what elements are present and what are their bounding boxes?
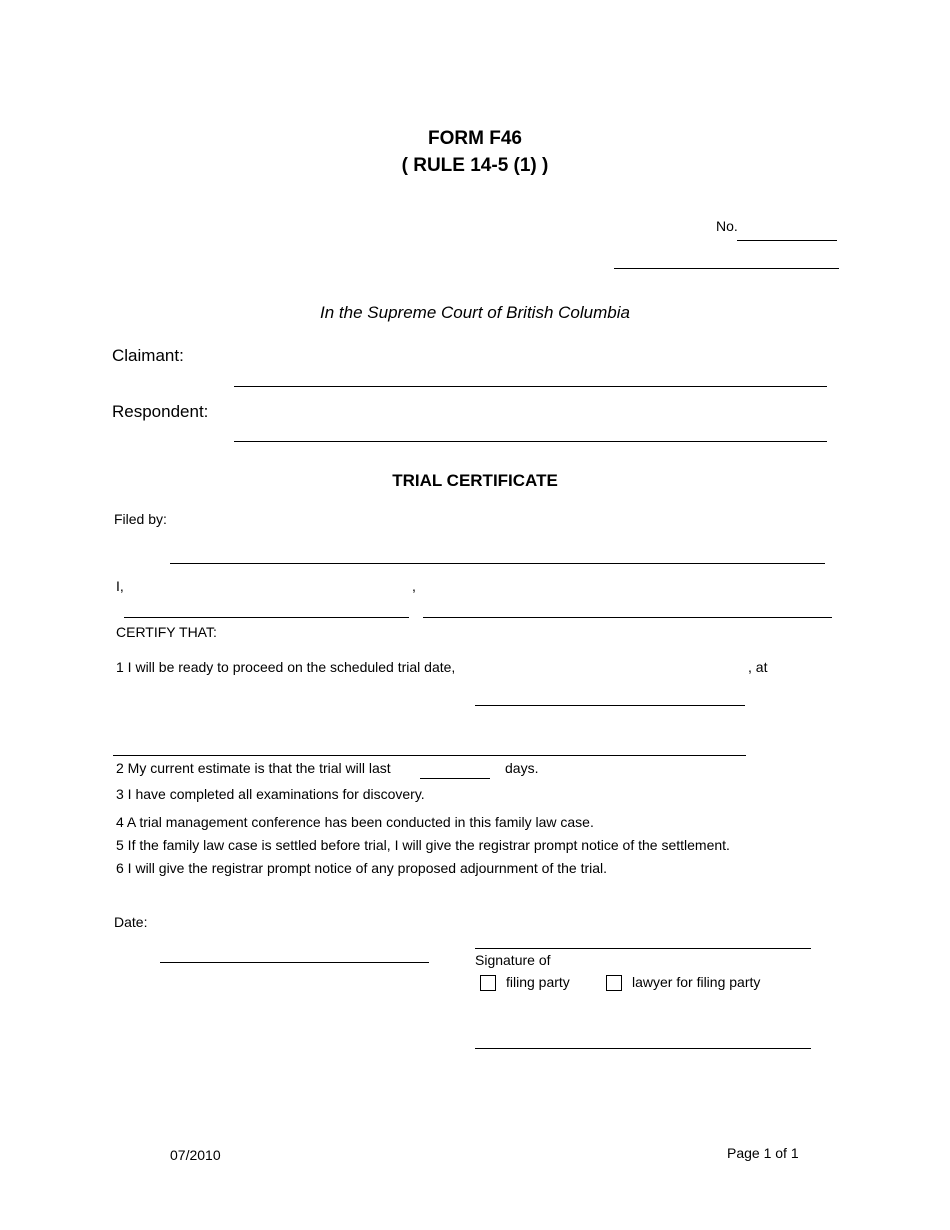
item-1-at: , at bbox=[748, 659, 768, 675]
filing-party-label: filing party bbox=[506, 974, 570, 990]
filing-party-checkbox[interactable] bbox=[480, 975, 496, 991]
respondent-field[interactable] bbox=[234, 420, 827, 442]
certify-that-label: CERTIFY THAT: bbox=[116, 624, 217, 640]
item-2-text: 2 My current estimate is that the trial will last bbox=[116, 760, 391, 776]
item-1-text: 1 I will be ready to proceed on the scheduled trial date, bbox=[116, 659, 456, 675]
form-date: 07/2010 bbox=[170, 1147, 221, 1163]
document-title: TRIAL CERTIFICATE bbox=[392, 471, 558, 490]
file-number-label: No. bbox=[716, 218, 738, 234]
trial-date-field[interactable] bbox=[475, 684, 745, 706]
court-name: In the Supreme Court of British Columbia bbox=[320, 303, 630, 322]
lawyer-label: lawyer for filing party bbox=[632, 974, 761, 990]
comma-separator: , bbox=[412, 578, 416, 594]
i-label: I, bbox=[116, 578, 124, 594]
claimant-label: Claimant: bbox=[112, 346, 184, 365]
lawyer-checkbox[interactable] bbox=[606, 975, 622, 991]
trial-days-field[interactable] bbox=[420, 757, 490, 779]
signature-of-label: Signature of bbox=[475, 952, 551, 968]
name-field[interactable] bbox=[124, 596, 409, 618]
item-6-text: 6 I will give the registrar prompt notice of any proposed adjournment of the trial. bbox=[116, 860, 608, 876]
claimant-field[interactable] bbox=[234, 365, 827, 387]
role-field[interactable] bbox=[423, 596, 832, 618]
filed-by-label: Filed by: bbox=[114, 511, 167, 527]
registry-field[interactable] bbox=[614, 247, 839, 269]
date-field[interactable] bbox=[160, 941, 429, 963]
form-rule: ( RULE 14-5 (1) ) bbox=[401, 155, 549, 176]
item-3-text: 3 I have completed all examinations for discovery. bbox=[116, 786, 425, 802]
trial-location-field[interactable] bbox=[113, 734, 746, 756]
date-label: Date: bbox=[114, 914, 148, 930]
respondent-label: Respondent: bbox=[112, 402, 209, 421]
item-5-text: 5 If the family law case is settled before trial, I will give the registrar prompt notice of the settlement. bbox=[116, 837, 730, 853]
item-4-text: 4 A trial management conference has been conducted in this family law case. bbox=[116, 814, 594, 830]
form-title: FORM F46 bbox=[428, 128, 522, 149]
filed-by-field[interactable] bbox=[170, 542, 825, 564]
item-2-days: days. bbox=[505, 760, 539, 776]
page-number: Page 1 of 1 bbox=[727, 1145, 799, 1161]
file-number-field[interactable] bbox=[737, 219, 837, 241]
signer-name-field[interactable] bbox=[475, 1027, 811, 1049]
signature-field[interactable] bbox=[475, 927, 811, 949]
